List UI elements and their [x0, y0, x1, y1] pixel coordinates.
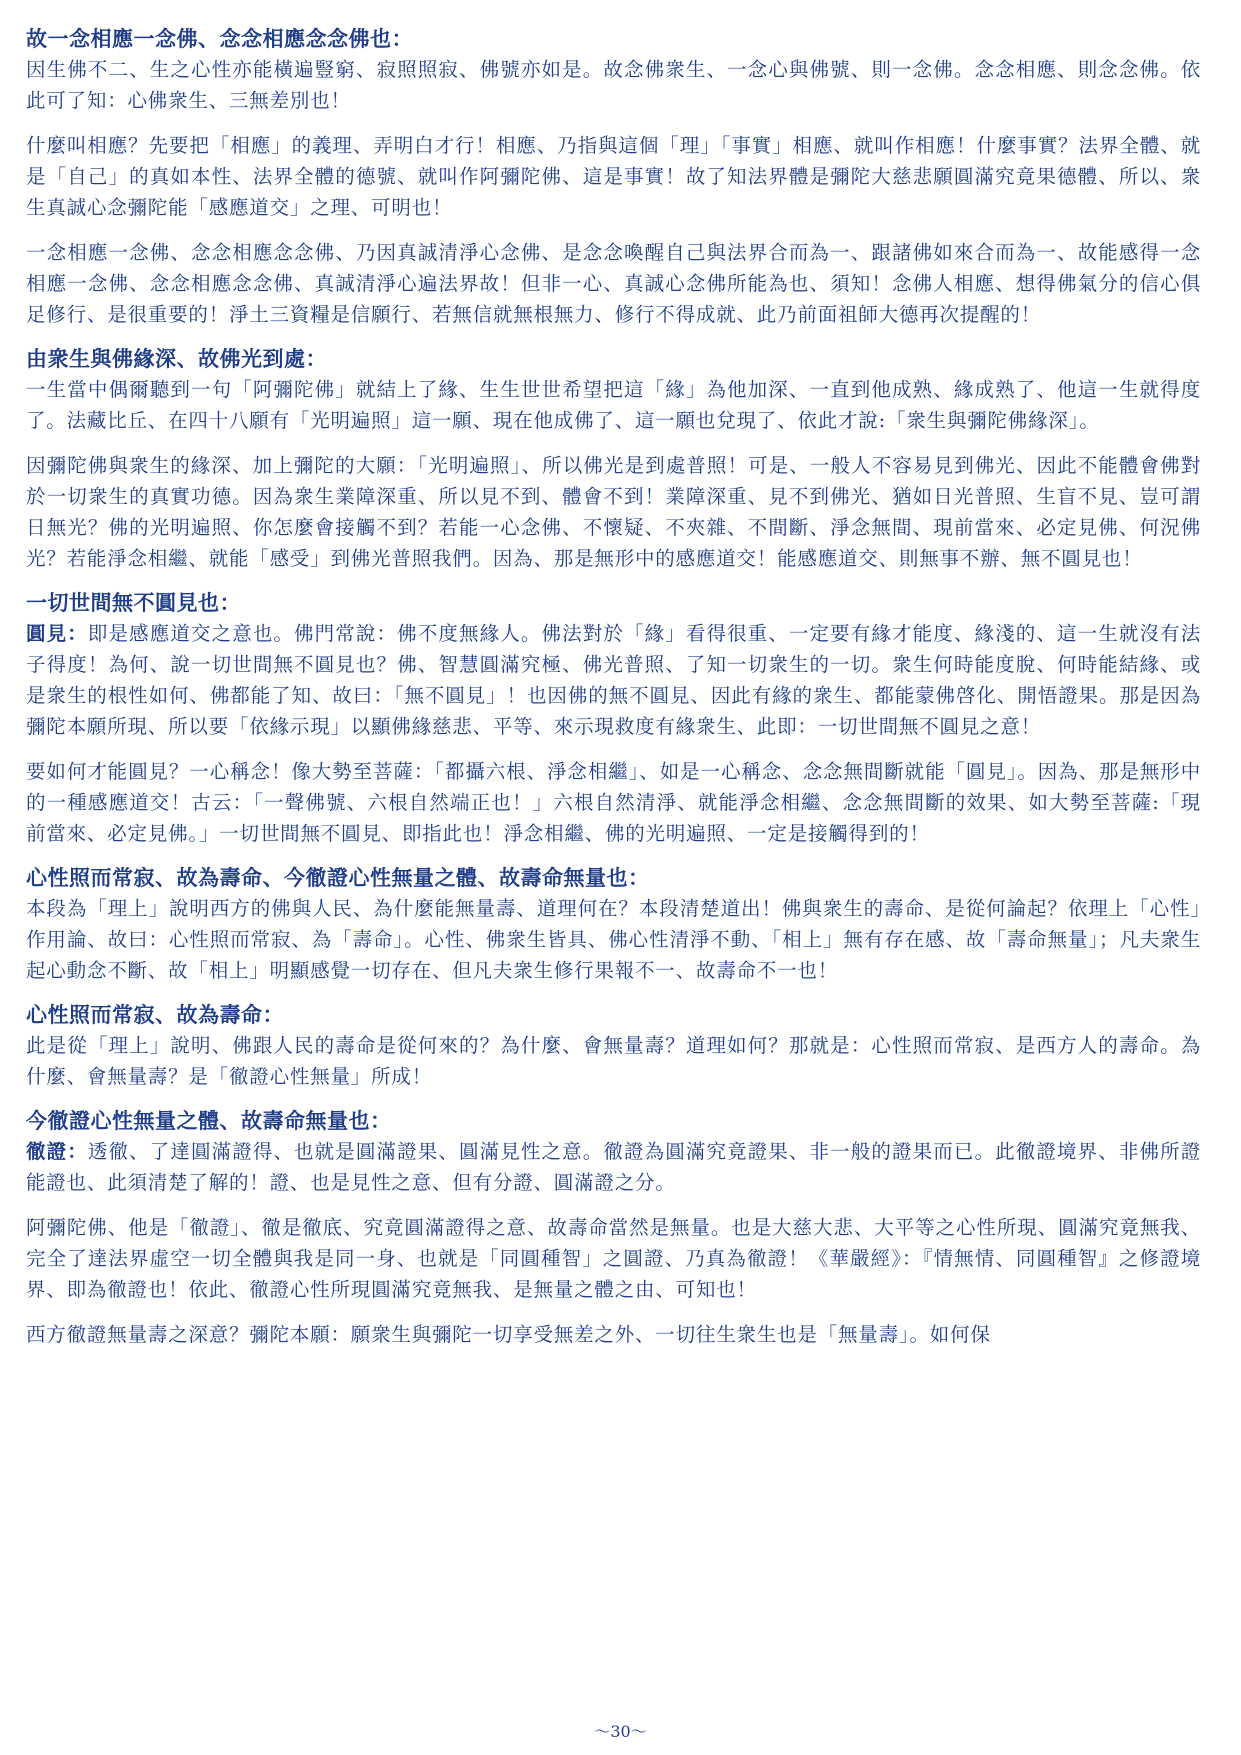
- section-heading: 心性照而常寂、故為壽命、今徹證心性無量之體、故壽命無量也：: [26, 865, 650, 890]
- paragraph: 一念相應一念佛、念念相應念念佛、乃因真誠清淨心念佛、是念念喚醒自己與法界合而為一、跟諸佛如來合而為一、故能感得一念相應一念佛、念念相應念念佛、真誠清淨心遍法界故！但非一心、真誠心念佛所能為也、須知！念佛人相應、想得佛氣分的信心俱足修行、是很重要的！淨土三資糧是信願行、若無信就無根無力、修行不得成就、此乃前面祖師大德再次提醒的！: [26, 241, 1201, 326]
- section-heading: 今徹證心性無量之體、故壽命無量也：: [26, 1108, 392, 1133]
- paragraph: 因生佛不二、生之心性亦能橫遍豎窮、寂照照寂、佛號亦如是。故念佛衆生、一念心與佛號、則一念佛。念念相應、則念念佛。依此可了知：心佛衆生、三無差別也！: [26, 58, 1201, 112]
- paragraph: 一生當中偶爾聽到一句「阿彌陀佛」就結上了緣、生生世世希望把這「緣」為他加深、一直到他成熟、緣成熟了、他這一生就得度了。法藏比丘、在四十八願有「光明遍照」這一願、現在他成佛了、這一願也兌現了、依此才說:「衆生與彌陀佛緣深」。: [26, 378, 1201, 432]
- section-5: [26, 1000, 1201, 1092]
- paragraph: 本段為「理上」說明西方的佛與人民、為什麼能無量壽、道理何在？本段清楚道出！佛與衆生的壽命、是從何論起？依理上「心性」作用論、故曰：心性照而常寂、為「壽命」。心性、佛衆生皆具、佛心性清淨不動、「相上」無有存在感、故「壽命無量」；凡夫衆生起心動念不斷、故「相上」明顯感覺一切存在、但凡夫衆生修行果報不一、故壽命不一也！: [26, 897, 1201, 982]
- paragraph: 什麼叫相應？先要把「相應」的義理、弄明白才行！相應、乃指與這個「理」「事實」相應、就叫作相應！什麼事實？法界全體、就是「自己」的真如本性、法界全體的德號、就叫作阿彌陀佛、這是事實！故了知法界體是彌陀大慈悲願圓滿究竟果德體、所以、衆生真誠心念彌陀能「感應道交」之理、可明也！: [26, 134, 1201, 219]
- section-3: [26, 588, 1201, 849]
- paragraph: 阿彌陀佛、他是「徹證」、徹是徹底、究竟圓滿證得之意、故壽命當然是無量。也是大慈大悲、大平等之心性所現、圓滿究竟無我、完全了達法界虛空一切全體與我是同一身、也就是「同圓種智」之圓證、乃真為徹證！《華嚴經》：『情無情、同圓種智』之修證境界、即為徹證也！依此、徹證心性所現圓滿究竟無我、是無量之體之由、可知也！: [26, 1216, 1201, 1301]
- section-heading: 心性照而常寂、故為壽命：: [26, 1002, 284, 1027]
- section-heading: 由衆生與佛緣深、故佛光到處：: [26, 346, 327, 371]
- paragraph: 此是從「理上」說明、佛跟人民的壽命是從何來的？為什麼、會無量壽？道理如何？那就是：心性照而常寂、是西方人的壽命。為什麼、會無量壽？是「徹證心性無量」所成！: [26, 1034, 1201, 1088]
- term-label: 徹證：: [26, 1140, 88, 1163]
- section-4: [26, 863, 1201, 986]
- page-number: ～30～: [594, 1722, 647, 1741]
- paragraph: 因彌陀佛與衆生的緣深、加上彌陀的大願：「光明遍照」、所以佛光是到處普照！可是、一般人不容易見到佛光、因此不能體會佛對於一切衆生的真實功德。因為衆生業障深重、所以見不到、體會不到！業障深重、見不到佛光、猶如日光普照、生盲不見、豈可謂日無光？佛的光明遍照、你怎麼會接觸不到？若能一心念佛、不懷疑、不夾雜、不間斷、淨念無間、現前當來、必定見佛、何況佛光？若能淨念相繼、就能「感受」到佛光普照我們。因為、那是無形中的感應道交！能感應道交、則無事不辦、無不圓見也！: [26, 454, 1201, 570]
- paragraph: 圓見：即是感應道交之意也。佛門常說：佛不度無緣人。佛法對於「緣」看得很重、一定要有緣才能度、緣淺的、這一生就沒有法子得度！為何、說一切世間無不圓見也？佛、智慧圓滿究極、佛光普照、了知一切衆生的一切。衆生何時能度脫、何時能結緣、或是衆生的根性如何、佛都能了知、故曰：「無不圓見」！也因佛的無不圓見、因此有緣的衆生、都能蒙佛啓化、開悟證果。那是因為彌陀本願所現、所以要「依緣示現」以顯佛緣慈悲、平等、來示現救度有緣衆生、此即：一切世間無不圓見之意！: [26, 622, 1201, 738]
- term-label: 圓見：: [26, 622, 88, 645]
- paragraph: 徹證：透徹、了達圓滿證得、也就是圓滿證果、圓滿見性之意。徹證為圓滿究竟證果、非一般的證果而已。此徹證境界、非佛所證能證也、此須清楚了解的！證、也是見性之意、但有分證、圓滿證之分。: [26, 1140, 1201, 1194]
- section-1: [26, 24, 1201, 330]
- section-heading: 故一念相應一念佛、念念相應念念佛也：: [26, 26, 413, 51]
- section-6: [26, 1106, 1201, 1350]
- section-heading: 一切世間無不圓見也：: [26, 590, 241, 615]
- paragraph: 西方徹證無量壽之深意？彌陀本願：願衆生與彌陀一切享受無差之外、一切往生衆生也是「無量壽」。如何保: [26, 1323, 991, 1346]
- paragraph: 要如何才能圓見？一心稱念！像大勢至菩薩：「都攝六根、淨念相繼」、如是一心稱念、念念無間斷就能「圓見」。因為、那是無形中的一種感應道交！古云：「一聲佛號、六根自然端正也！」六根自然清淨、就能淨念相繼、念念無間斷的效果、如大勢至菩薩:「現前當來、必定見佛。」一切世間無不圓見、即指此也！淨念相繼、佛的光明遍照、一定是接觸得到的！: [26, 760, 1201, 845]
- section-2: [26, 344, 1201, 574]
